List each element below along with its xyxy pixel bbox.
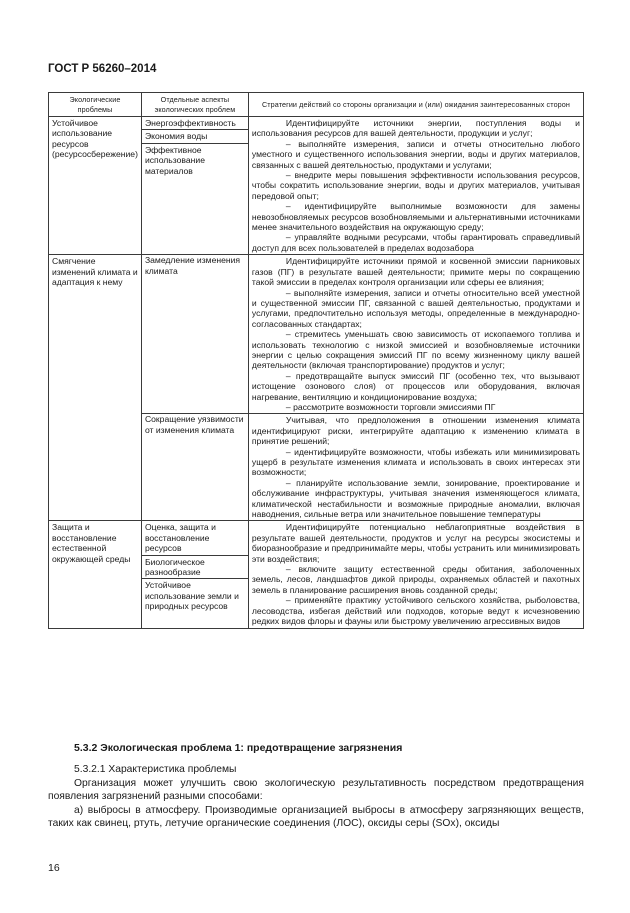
aspects-cell [141,117,248,255]
aspects-cell [141,521,248,628]
strategy-line: – стремитесь уменьшать свою зависимость от ископаемого топлива и использовать технологию с низкой эмиссией и возобновляемые источники энергии с целью сокращения эмиссий ПГ по всему жизненному циклу вашей деятельности (включая транспортирование) продуктов и услуг; [251,329,580,371]
strategy-cell [248,117,583,255]
table-row [49,255,584,414]
problem-cell: Смягчение изменений климата и адаптация к нему [49,255,142,521]
strategy-table [48,92,584,629]
section-heading: 5.3.2 Экологическая проблема 1: предотвращение загрязнения [74,742,403,754]
aspect: Устойчивое использование земли и природных ресурсов [144,580,239,612]
problem-cell: Устойчивое использование ресурсов (ресурсосбережение) [49,117,142,255]
aspect: Биологическое разнообразие [142,556,248,580]
col-header: Экологические проблемы [49,93,142,117]
table-header-row [49,93,584,117]
strategy-line: – предотвращайте выпуск эмиссий ПГ (особенно тех, что вызывают истощение озонового слоя) от процессов или оборудования, включая нагревание, вентиляцию и кондиционирование воздуха; [251,370,580,402]
strategy-cell [248,255,583,414]
document-id: ГОСТ Р 56260–2014 [48,63,157,75]
strategy-line: – выполняйте измерения, записи и отчеты относительно любого уместного и существенного использования энергии, воды и других материалов, связанных с вашей деятельностью, продуктами и услугами; [251,138,580,170]
strategy-line: Идентифицируйте потенциально неблагоприятные воздействия в результате вашей деятельности, продуктов и услуг на ресурсы экосистемы и биоразнообразие и предпринимайте меры, чтобы устранить или минимизировать эти воздействия; [251,522,580,564]
strategy-line: – рассмотрите возможности торговли эмиссиями ПГ [285,401,496,412]
aspect: Экономия воды [142,130,248,143]
strategy-line: Учитывая, что предположения в отношении изменения климата идентифицируют риски, интегрируйте адаптацию к изменению климата в принятие решений; [251,415,580,447]
strategy-line: Идентифицируйте источники прямой и косвенной эмиссии парниковых газов (ПГ) в результате вашей деятельности; примите меры по сокращению такой эмиссии в пределах контроля организации или сферы ее влияния; [251,256,580,288]
aspects-cell: Замедление изменения климата [141,255,248,414]
strategy-cell [248,521,583,628]
problem-cell: Защита и восстановление естественной окружающей среды [49,521,142,628]
table-row [49,117,584,255]
aspect: Оценка, защита и восстановление ресурсов [142,521,248,555]
strategy-line: – планируйте использование земли, зонирование, проектирование и обслуживание инфраструктуры, учитывая значения изменяющегося климата, климатической нестабильности и возможные природные аномалии, включая наводнения, сильные ветра или значительное повышение температуры [251,477,580,520]
aspect: Эффективное использование материалов [144,144,205,176]
strategy-line: – управляйте водными ресурсами, чтобы гарантировать справедливый доступ для всех пользователей в пределах водозабора [251,232,580,253]
col-header: Отдельные аспекты экологических проблем [141,93,248,117]
strategy-line: Идентифицируйте источники энергии, поступления воды и использования ресурсов для вашей деятельности, продукции и услуг; [251,118,580,139]
body-text [48,763,584,831]
aspects-cell: Сокращение уязвимости от изменения климата [141,414,248,521]
strategy-cell [248,414,583,521]
strategy-line: – выполняйте измерения, записи и отчеты относительно всей уместной и существенной эмиссии ПГ, связанной с вашей деятельностью, продуктами и услугами, предпочтительно используя методы, определенные в международно-согласованных стандартах; [251,287,580,329]
strategy-line: – идентифицируйте выполнимые возможности для замены невозобновляемых ресурсов возобновляемыми и альтернативными источниками менее значительного воздействия на окружающую среду; [251,201,580,233]
aspect: Энергоэффективность [142,117,248,130]
subheading: 5.3.2.1 Характеристика проблемы [74,764,237,775]
strategy-line: – идентифицируйте возможности, чтобы избежать или минимизировать ущерб в результате изменения климата и использовать в своих интересах эти возможности; [251,446,580,478]
col-header: Стратегии действий со стороны организации и (или) ожидания заинтересованных сторон [248,93,583,117]
table-row [49,521,584,628]
strategy-line: – внедрите меры повышения эффективности использования ресурсов, чтобы сократить использование энергии, воды и других материалов, учитывая передовой опыт; [251,170,580,201]
paragraph: а) выбросы в атмосферу. Производимые организацией выбросы в атмосферу загрязняющих веществ, таких как свинец, ртуть, летучие органические соединения (ЛОС), оксиды серы (SOx), оксиды [48,804,584,830]
paragraph: Организация может улучшить свою экологическую результативность посредством предотвращения появления загрязнений разными способами: [48,777,584,803]
page-number: 16 [48,862,60,874]
strategy-line: – применяйте практику устойчивого сельского хозяйства, рыболовства, лесоводства, избегая действий или подходов, которые ведут к исчезновению редких видов флоры и фауны или быстрому увеличению агрессивных видов [251,595,580,627]
strategy-line: – включите защиту естественной среды обитания, заболоченных земель, лесов, ландшафтов дикой природы, охраняемых областей и пахотных земель в планирование расширения вновь созданной среды; [251,564,580,595]
